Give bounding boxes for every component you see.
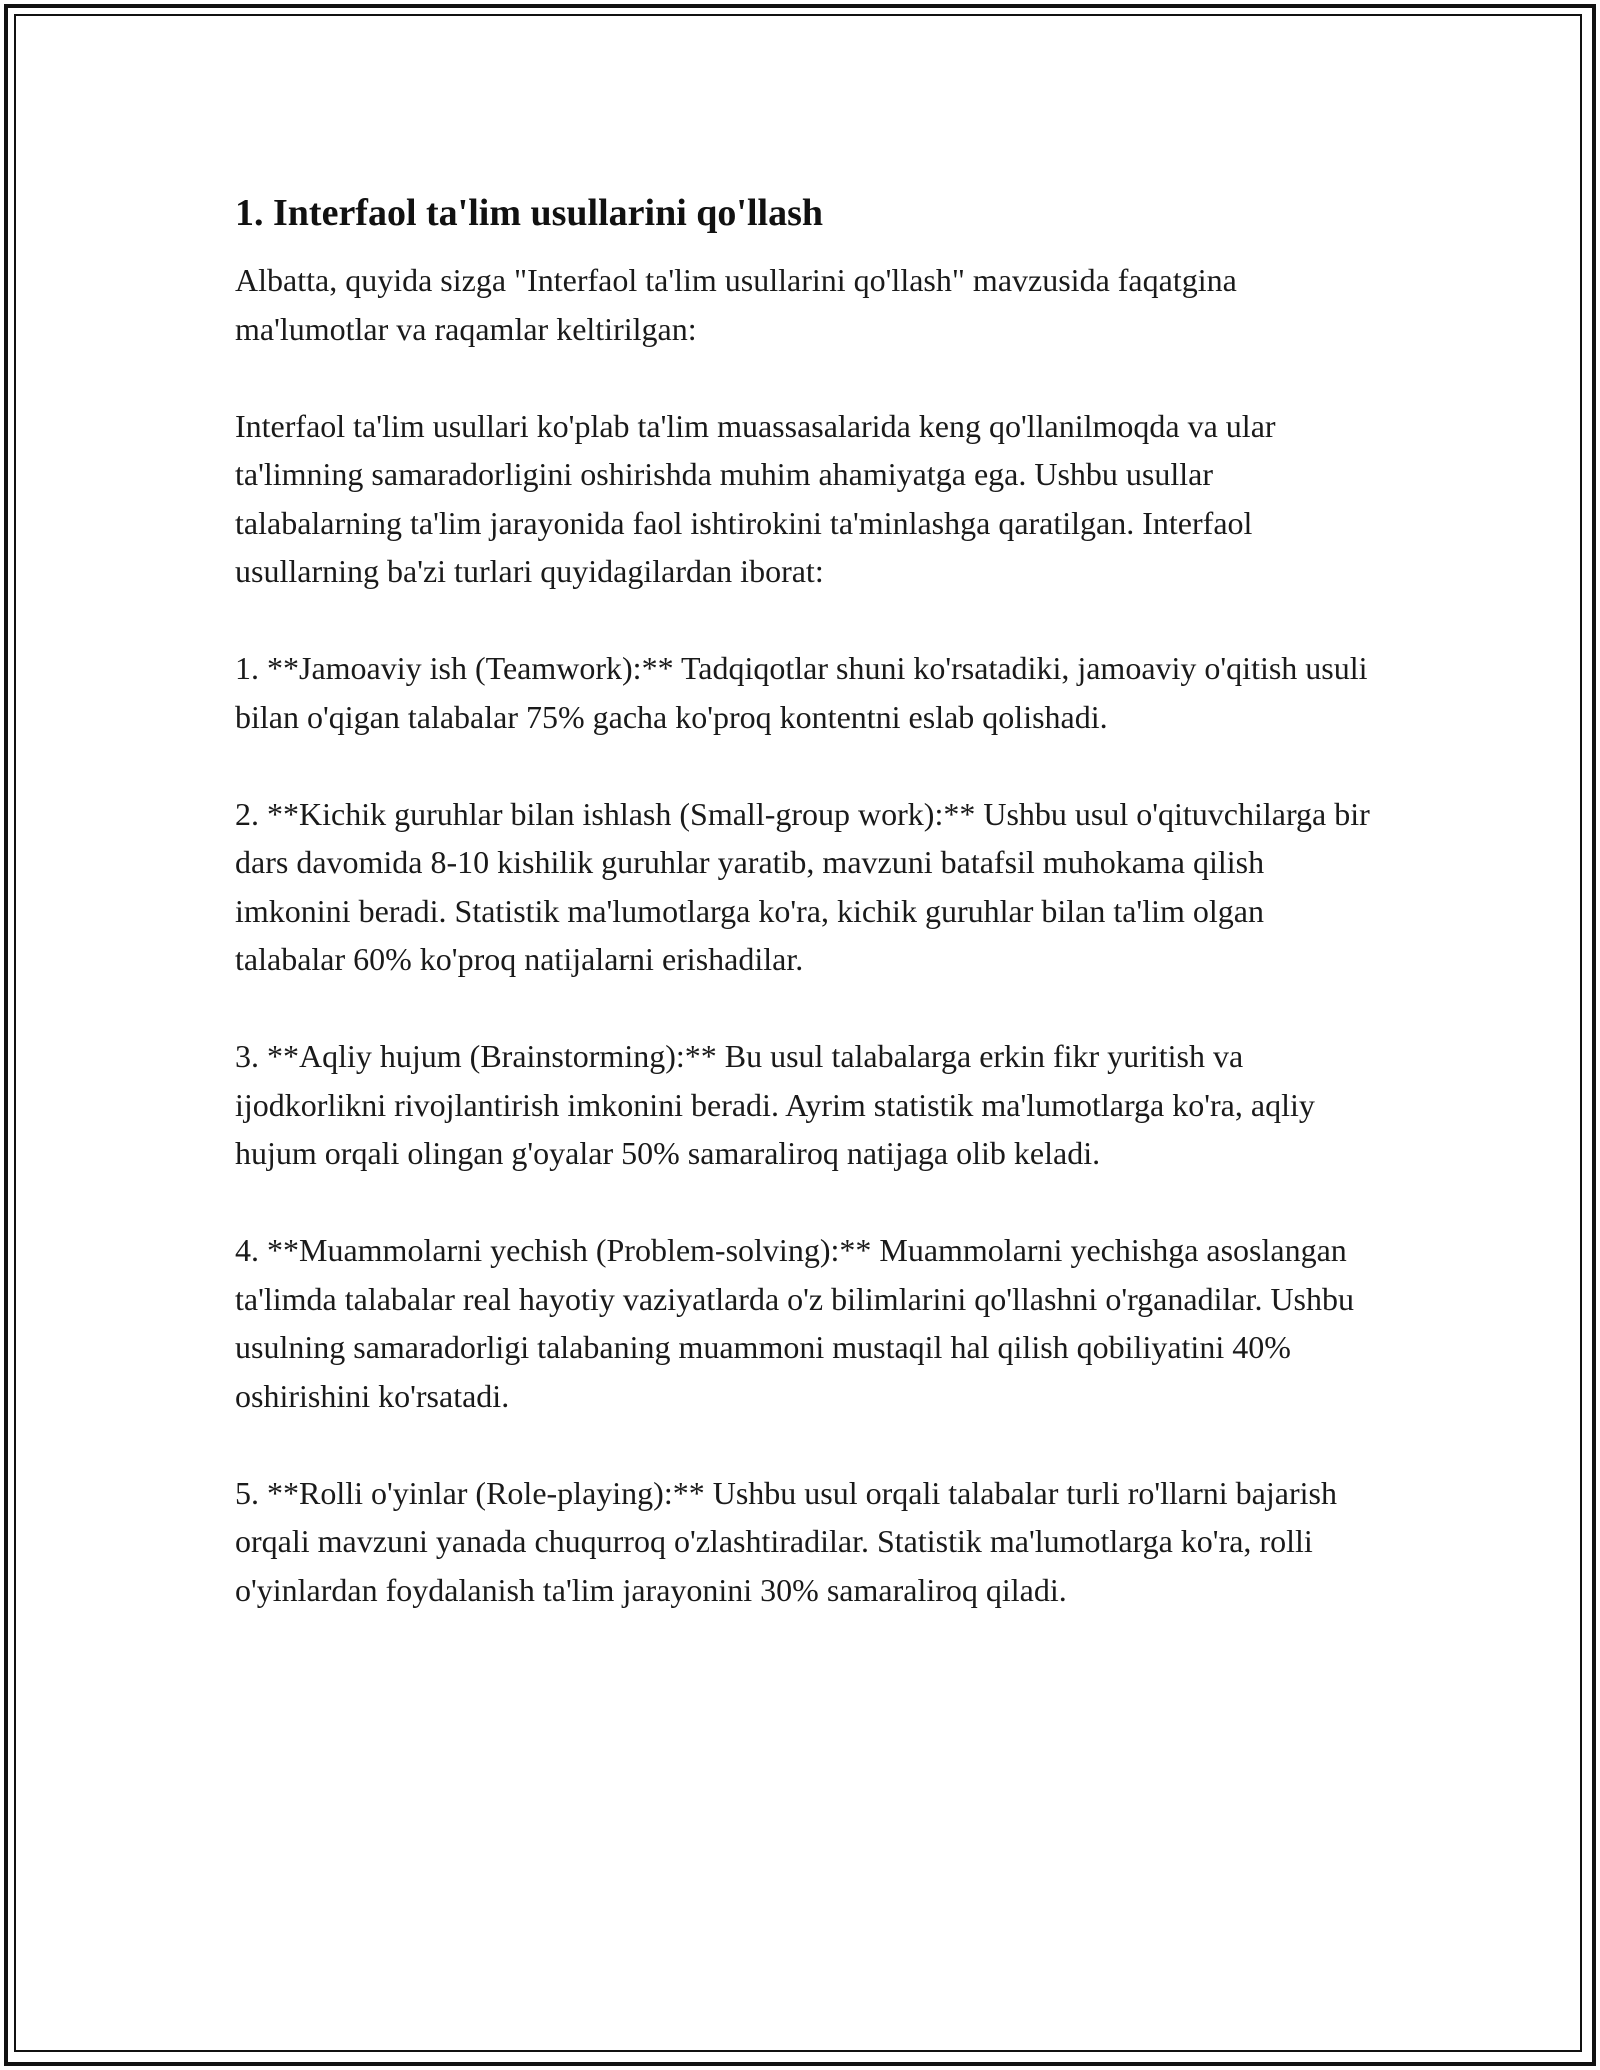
list-item-problem-solving: 4. **Muammolarni yechish (Problem-solving):** Muammolarni yechishga asoslangan ta'limda talabalar real hayotiy vaziyatlarda o'z bilimlarini qo'llashni o'rganadilar. Ushbu usulning samaradorligi talabaning muammoni mustaqil hal qilish qobiliyatini 40% oshirishini ko'rsatadi. bbox=[235, 1232, 1354, 1414]
list-item-teamwork: 1. **Jamoaviy ish (Teamwork):** Tadqiqotlar shuni ko'rsatadiki, jamoaviy o'qitish usuli bilan o'qigan talabalar 75% gacha ko'proq kontentni eslab qolishadi. bbox=[235, 650, 1368, 735]
document-body bbox=[235, 186, 1370, 1663]
document-title: 1. Interfaol ta'lim usullarini qo'llash bbox=[235, 192, 824, 234]
list-item-small-group-work: 2. **Kichik guruhlar bilan ishlash (Small-group work):** Ushbu usul o'qituvchilarga bir dars davomida 8-10 kishilik guruhlar yaratib, mavzuni batafsil muhokama qilish imkonini beradi. Statistik ma'lumotlarga ko'ra, kichik guruhlar bilan ta'lim olgan talabalar 60% ko'proq natijalarni erishadilar. bbox=[235, 795, 1370, 977]
list-item-role-playing: 5. **Rolli o'yinlar (Role-playing):** Ushbu usul orqali talabalar turli ro'llarni bajarish orqali mavzuni yanada chuqurroq o'zlashtiradilar. Statistik ma'lumotlarga ko'ra, rolli o'yinlardan foydalanish ta'lim jarayonini 30% samaraliroq qiladi. bbox=[235, 1474, 1337, 1608]
intro-paragraph: Albatta, quyida sizga "Interfaol ta'lim usullarini qo'llash" mavzusida faqatgina ma'lumotlar va raqamlar keltirilgan: bbox=[235, 262, 1237, 347]
overview-paragraph: Interfaol ta'lim usullari ko'plab ta'lim muassasalarida keng qo'llanilmoqda va ular ta'limning samaradorligini oshirishda muhim ahamiyatga ega. Ushbu usullar talabalarning ta'lim jarayonida faol ishtirokini ta'minlashga qaratilgan. Interfaol usullarning ba'zi turlari quyidagilardan iborat: bbox=[235, 407, 1276, 589]
list-item-brainstorming: 3. **Aqliy hujum (Brainstorming):** Bu usul talabalarga erkin fikr yuritish va ijodkorlikni rivojlantirish imkonini beradi. Ayrim statistik ma'lumotlarga ko'ra, aqliy hujum orqali olingan g'oyalar 50% samaraliroq natijaga olib keladi. bbox=[235, 1038, 1315, 1171]
